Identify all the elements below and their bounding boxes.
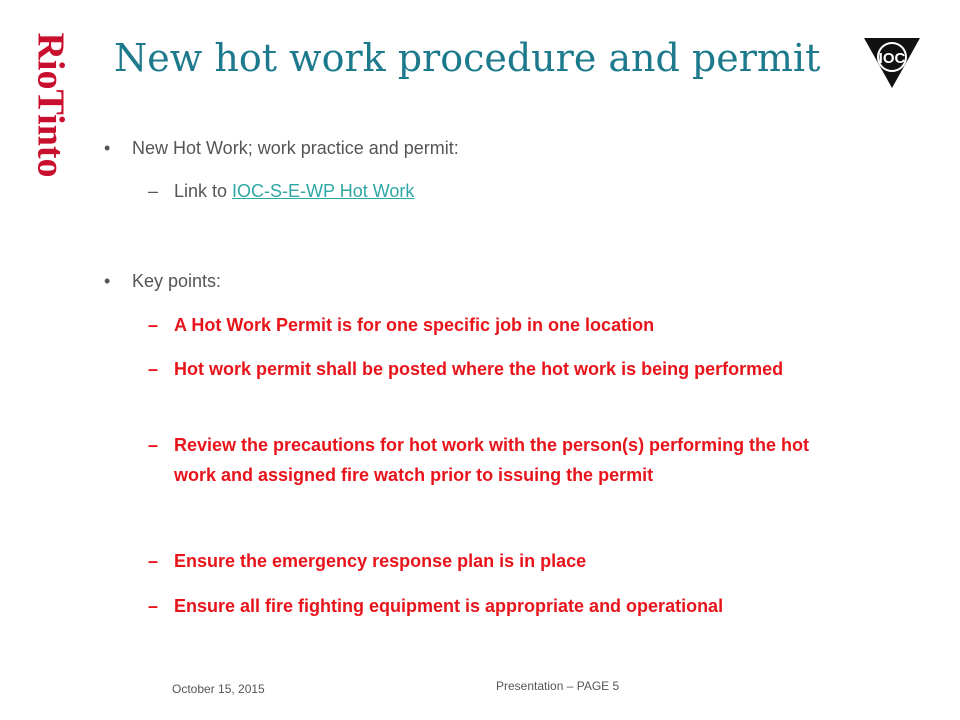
bullet-hot-work [104, 137, 459, 159]
sub-dash: – [148, 359, 159, 379]
sub-dash: – [148, 181, 159, 201]
bullet-text: New Hot Work; work practice and permit: [132, 138, 459, 158]
key-point-text: Review the precautions for hot work with the person(s) performing the hot work and assigned fire watch prior to issuing the permit [174, 435, 810, 485]
key-point-text: Ensure the emergency response plan is in place [174, 551, 587, 571]
sub-dash: – [148, 551, 159, 571]
key-point-item [148, 430, 848, 490]
hot-work-link[interactable]: IOC-S-E-WP Hot Work [232, 181, 415, 201]
sub-dash: – [148, 315, 159, 335]
link-prefix: Link to [174, 181, 233, 201]
bullet-dot: • [104, 271, 111, 291]
footer-date: October 15, 2015 [172, 682, 265, 696]
key-point-item [148, 546, 928, 576]
slide-title: New hot work procedure and permit [114, 36, 821, 80]
ioc-logo-icon [864, 38, 920, 88]
sub-dash: – [148, 596, 159, 616]
riotinto-wordmark: RioTinto [29, 32, 72, 178]
key-point-item [148, 354, 868, 384]
key-point-text: Ensure all fire fighting equipment is appropriate and operational [174, 596, 724, 616]
bullet-key-points [104, 270, 221, 292]
key-point-text: A Hot Work Permit is for one specific job in one location [174, 315, 655, 335]
bullet-dot: • [104, 138, 111, 158]
ioc-logo-text: IOC [878, 50, 906, 67]
footer-page: Presentation – PAGE 5 [496, 679, 620, 693]
key-point-text: Hot work permit shall be posted where the hot work is being performed [174, 359, 784, 379]
key-point-item [148, 310, 928, 340]
sub-dash: – [148, 435, 159, 455]
sub-link-row [148, 176, 928, 206]
key-point-item [148, 591, 928, 621]
riotinto-logo [22, 30, 78, 180]
bullet-text: Key points: [132, 271, 222, 291]
